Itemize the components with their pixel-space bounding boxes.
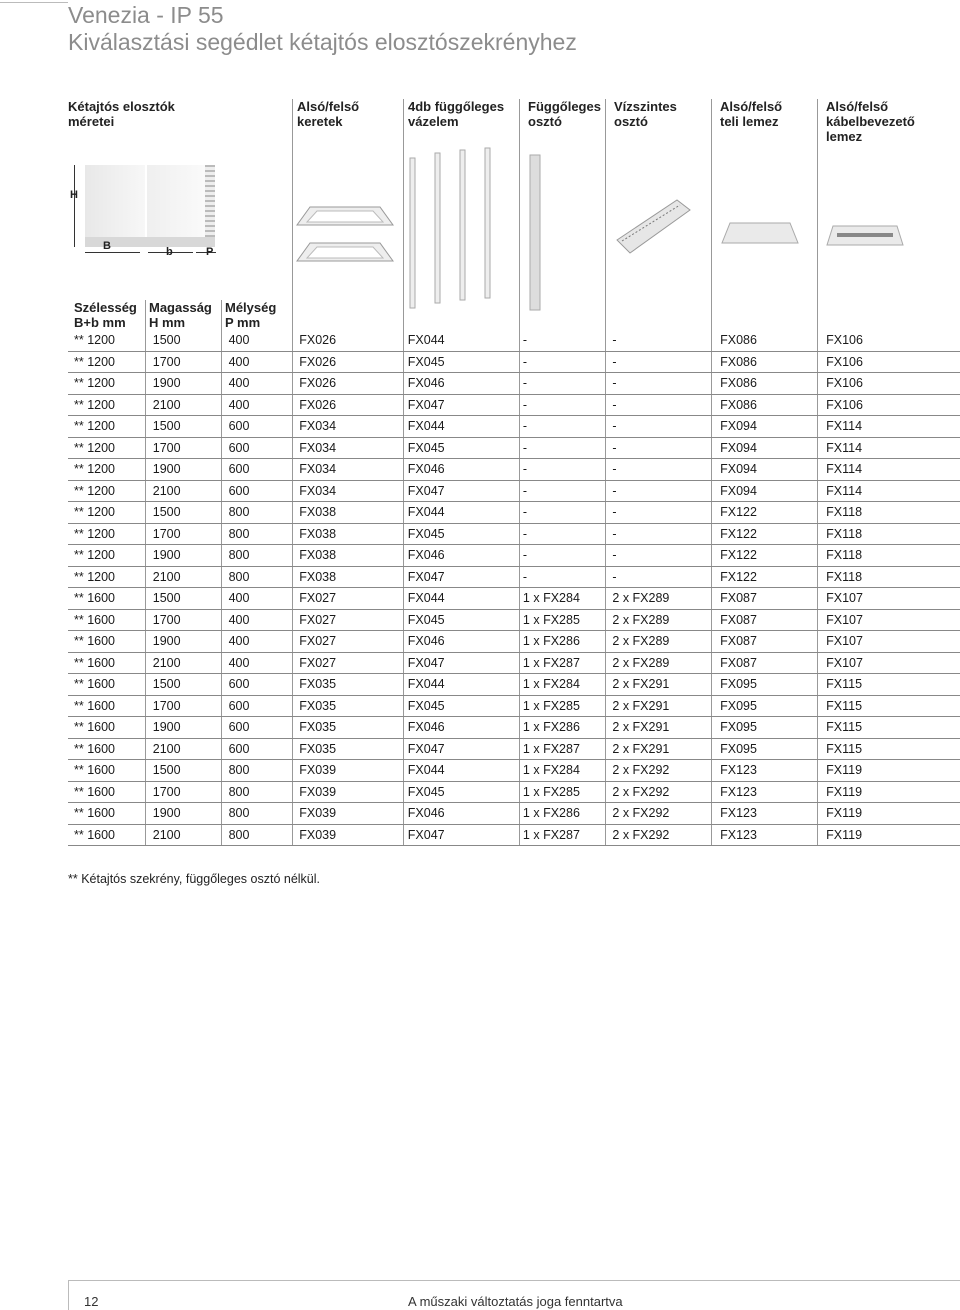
title-line-1: Venezia - IP 55 (68, 2, 224, 28)
table-cell: 2 x FX291 (606, 717, 714, 739)
table-cell: FX115 (820, 674, 960, 696)
table-cell: ** 1600 (68, 695, 149, 717)
table-cell: 2100 (149, 394, 225, 416)
table-row (68, 351, 960, 373)
table-row (68, 803, 960, 825)
table-cell: - (606, 416, 714, 438)
table-cell: 1 x FX284 (517, 760, 606, 782)
table-cell: 1500 (149, 416, 225, 438)
table-cell: FX034 (295, 480, 404, 502)
table-cell: 2 x FX292 (606, 760, 714, 782)
table-cell: FX087 (714, 631, 820, 653)
table-cell: FX094 (714, 416, 820, 438)
table-cell: - (517, 566, 606, 588)
height-label: H (70, 189, 78, 201)
depth-label: P (206, 246, 214, 258)
table-cell: FX122 (714, 502, 820, 524)
table-cell: FX087 (714, 652, 820, 674)
width-dimension-line (85, 252, 140, 253)
table-cell: FX047 (404, 480, 517, 502)
table-cell: FX034 (295, 459, 404, 481)
table-cell: FX027 (295, 652, 404, 674)
table-cell: FX046 (404, 373, 517, 395)
table-cell: 1500 (149, 760, 225, 782)
table-row (68, 609, 960, 631)
table-cell: 1 x FX286 (517, 717, 606, 739)
table-cell: FX106 (820, 394, 960, 416)
table-cell: 800 (225, 502, 296, 524)
table-cell: 1500 (149, 502, 225, 524)
header-dimensions: Kétajtós elosztók méretei (68, 99, 175, 129)
table-cell: 1 x FX285 (517, 695, 606, 717)
table-cell: FX035 (295, 695, 404, 717)
table-cell: FX087 (714, 609, 820, 631)
table-cell: - (606, 523, 714, 545)
table-cell: FX086 (714, 373, 820, 395)
table-cell: 2 x FX292 (606, 824, 714, 846)
table-row (68, 631, 960, 653)
table-cell: FX045 (404, 351, 517, 373)
table-cell: - (517, 330, 606, 351)
table-cell: FX027 (295, 588, 404, 610)
table-cell: 600 (225, 674, 296, 696)
table-cell: FX047 (404, 394, 517, 416)
table-cell: 1700 (149, 437, 225, 459)
table-row (68, 416, 960, 438)
table-cell: ** 1200 (68, 416, 149, 438)
table-cell: FX106 (820, 373, 960, 395)
table-cell: ** 1600 (68, 824, 149, 846)
table-cell: FX119 (820, 824, 960, 846)
selection-table (68, 330, 960, 846)
table-cell: FX107 (820, 631, 960, 653)
table-cell: 600 (225, 695, 296, 717)
table-cell: FX119 (820, 803, 960, 825)
table-cell: 1900 (149, 631, 225, 653)
table-cell: FX045 (404, 609, 517, 631)
col-head-width: Szélesség B+b mm (74, 300, 137, 330)
table-cell: FX107 (820, 609, 960, 631)
table-cell: FX027 (295, 631, 404, 653)
header-vertical-profiles: 4db függőleges vázelem (408, 99, 505, 129)
horizontal-divider-image (612, 195, 692, 260)
table-row (68, 738, 960, 760)
table-cell: FX115 (820, 738, 960, 760)
table-cell: FX046 (404, 717, 517, 739)
table-cell: 2 x FX289 (606, 652, 714, 674)
table-cell: ** 1600 (68, 631, 149, 653)
table-cell: ** 1200 (68, 394, 149, 416)
table-cell: 1700 (149, 351, 225, 373)
table-cell: FX035 (295, 674, 404, 696)
table-cell: - (517, 373, 606, 395)
table-row (68, 459, 960, 481)
table-cell: FX045 (404, 781, 517, 803)
table-cell: FX086 (714, 330, 820, 351)
table-cell: FX038 (295, 523, 404, 545)
table-cell: FX038 (295, 545, 404, 567)
table-cell: ** 1200 (68, 566, 149, 588)
table-cell: FX044 (404, 416, 517, 438)
header-vertical-divider: Függőleges osztó (528, 99, 601, 129)
header-solid-plate: Alsó/felső teli lemez (720, 99, 783, 129)
table-cell: 800 (225, 566, 296, 588)
table-cell: 2100 (149, 566, 225, 588)
table-cell: 2 x FX292 (606, 803, 714, 825)
header-horizontal-divider: Vízszintes osztó (614, 99, 677, 129)
solid-plate-image (720, 218, 800, 253)
table-cell: FX026 (295, 351, 404, 373)
table-cell: ** 1200 (68, 545, 149, 567)
table-cell: FX035 (295, 717, 404, 739)
table-cell: 800 (225, 545, 296, 567)
table-row (68, 502, 960, 524)
width-label-b-big: B (103, 240, 111, 252)
table-row (68, 373, 960, 395)
table-cell: 1 x FX287 (517, 738, 606, 760)
table-cell: FX107 (820, 652, 960, 674)
table-row (68, 566, 960, 588)
table-cell: 1900 (149, 803, 225, 825)
table-cell: 2100 (149, 824, 225, 846)
table-cell: - (517, 394, 606, 416)
table-cell: - (517, 502, 606, 524)
table-cell: 800 (225, 523, 296, 545)
table-cell: FX123 (714, 760, 820, 782)
table-cell: FX026 (295, 394, 404, 416)
header-cable-entry-plate: Alsó/felső kábelbevezető lemez (826, 99, 915, 144)
top-rule (0, 2, 68, 3)
table-cell: FX044 (404, 760, 517, 782)
title-line-2: Kiválasztási segédlet kétajtós elosztószekrényhez (68, 29, 577, 55)
table-row (68, 760, 960, 782)
table-cell: ** 1600 (68, 803, 149, 825)
table-cell: FX119 (820, 781, 960, 803)
table-cell: FX122 (714, 566, 820, 588)
table-cell: FX119 (820, 760, 960, 782)
table-cell: FX123 (714, 781, 820, 803)
table-cell: FX035 (295, 738, 404, 760)
table-cell: - (606, 566, 714, 588)
table-cell: FX027 (295, 609, 404, 631)
table-cell: 2100 (149, 652, 225, 674)
vertical-divider-image (526, 155, 546, 315)
table-row (68, 545, 960, 567)
table-cell: 800 (225, 824, 296, 846)
table-cell: FX114 (820, 459, 960, 481)
table-cell: FX094 (714, 437, 820, 459)
table-cell: FX034 (295, 437, 404, 459)
table-cell: 1 x FX287 (517, 652, 606, 674)
table-cell: 600 (225, 717, 296, 739)
frames-image (295, 205, 395, 270)
table-cell: 2 x FX292 (606, 781, 714, 803)
table-cell: 1500 (149, 588, 225, 610)
table-cell: 1 x FX284 (517, 588, 606, 610)
table-cell: FX047 (404, 652, 517, 674)
table-row (68, 695, 960, 717)
table-row (68, 394, 960, 416)
table-cell: - (606, 502, 714, 524)
table-cell: 1900 (149, 459, 225, 481)
height-dimension-line (74, 165, 75, 247)
table-cell: FX095 (714, 717, 820, 739)
table-cell: FX122 (714, 545, 820, 567)
table-cell: FX044 (404, 502, 517, 524)
table-cell: 1 x FX286 (517, 803, 606, 825)
table-cell: - (517, 437, 606, 459)
table-cell: ** 1600 (68, 652, 149, 674)
table-cell: FX106 (820, 330, 960, 351)
table-cell: 2 x FX291 (606, 674, 714, 696)
table-cell: FX044 (404, 330, 517, 351)
table-cell: 600 (225, 480, 296, 502)
table-cell: FX115 (820, 717, 960, 739)
table-cell: - (517, 480, 606, 502)
table-cell: ** 1200 (68, 502, 149, 524)
table-cell: ** 1600 (68, 717, 149, 739)
table-cell: FX038 (295, 566, 404, 588)
table-cell: FX039 (295, 781, 404, 803)
table-cell: FX026 (295, 330, 404, 351)
width-label-b-small: b (166, 246, 173, 258)
table-cell: FX046 (404, 545, 517, 567)
table-row (68, 437, 960, 459)
table-cell: 400 (225, 652, 296, 674)
table-cell: ** 1200 (68, 480, 149, 502)
table-cell: ** 1600 (68, 588, 149, 610)
table-cell: 2 x FX289 (606, 609, 714, 631)
table-cell: 800 (225, 803, 296, 825)
table-cell: FX039 (295, 760, 404, 782)
table-cell: FX115 (820, 695, 960, 717)
footer-tick (68, 1280, 69, 1310)
table-cell: 1700 (149, 609, 225, 631)
table-cell: 1900 (149, 373, 225, 395)
page-title (68, 2, 577, 56)
table-cell: FX114 (820, 437, 960, 459)
table-cell: - (606, 330, 714, 351)
table-cell: - (517, 523, 606, 545)
table-cell: 800 (225, 760, 296, 782)
table-cell: 600 (225, 437, 296, 459)
table-cell: FX087 (714, 588, 820, 610)
header-frames: Alsó/felső keretek (297, 99, 360, 129)
table-cell: FX047 (404, 738, 517, 760)
footer-rule (68, 1280, 960, 1281)
table-cell: FX118 (820, 545, 960, 567)
cabinet-image (85, 165, 215, 245)
table-cell: FX118 (820, 566, 960, 588)
table-row (68, 523, 960, 545)
table-cell: FX114 (820, 416, 960, 438)
table-cell: FX123 (714, 803, 820, 825)
table-cell: - (606, 373, 714, 395)
table-cell: ** 1200 (68, 523, 149, 545)
table-cell: 400 (225, 330, 296, 351)
table-cell: 1 x FX285 (517, 781, 606, 803)
table-cell: ** 1200 (68, 373, 149, 395)
table-cell: FX045 (404, 437, 517, 459)
table-cell: - (517, 416, 606, 438)
table-cell: FX046 (404, 803, 517, 825)
table-cell: 1 x FX285 (517, 609, 606, 631)
table-cell: - (517, 545, 606, 567)
table-row (68, 330, 960, 351)
table-cell: 400 (225, 394, 296, 416)
table-cell: 400 (225, 373, 296, 395)
table-cell: FX123 (714, 824, 820, 846)
table-body (68, 330, 960, 846)
col-head-height: Magasság H mm (149, 300, 212, 330)
table-cell: FX039 (295, 824, 404, 846)
table-cell: FX094 (714, 480, 820, 502)
table-cell: ** 1600 (68, 760, 149, 782)
table-cell: FX122 (714, 523, 820, 545)
legal-notice: A műszaki változtatás joga fenntartva (408, 1294, 623, 1309)
table-cell: 1500 (149, 674, 225, 696)
table-row (68, 674, 960, 696)
table-cell: 2 x FX291 (606, 695, 714, 717)
table-cell: - (606, 351, 714, 373)
table-cell: 2 x FX291 (606, 738, 714, 760)
table-cell: FX047 (404, 824, 517, 846)
table-cell: FX095 (714, 738, 820, 760)
table-cell: FX039 (295, 803, 404, 825)
cable-entry-plate-image (825, 223, 905, 253)
table-cell: 2 x FX289 (606, 631, 714, 653)
table-row (68, 652, 960, 674)
table-cell: ** 1200 (68, 459, 149, 481)
table-cell: - (606, 480, 714, 502)
table-cell: FX094 (714, 459, 820, 481)
table-cell: 1700 (149, 695, 225, 717)
table-cell: FX118 (820, 502, 960, 524)
table-cell: 2 x FX289 (606, 588, 714, 610)
table-cell: FX107 (820, 588, 960, 610)
col-head-depth: Mélység P mm (225, 300, 277, 330)
table-cell: - (517, 351, 606, 373)
table-cell: 1900 (149, 717, 225, 739)
table-cell: FX114 (820, 480, 960, 502)
table-row (68, 824, 960, 846)
table-cell: ** 1600 (68, 609, 149, 631)
table-cell: ** 1600 (68, 781, 149, 803)
table-cell: FX038 (295, 502, 404, 524)
vertical-profiles-image (405, 148, 515, 308)
table-cell: 1500 (149, 330, 225, 351)
table-cell: 600 (225, 459, 296, 481)
table-cell: FX026 (295, 373, 404, 395)
table-row (68, 480, 960, 502)
table-cell: FX086 (714, 394, 820, 416)
table-cell: FX044 (404, 588, 517, 610)
table-cell: 800 (225, 781, 296, 803)
table-cell: 400 (225, 351, 296, 373)
table-cell: 1700 (149, 523, 225, 545)
table-cell: 600 (225, 738, 296, 760)
table-cell: ** 1200 (68, 351, 149, 373)
table-cell: 2100 (149, 480, 225, 502)
table-cell: FX044 (404, 674, 517, 696)
table-cell: FX118 (820, 523, 960, 545)
table-cell: - (517, 459, 606, 481)
table-cell: 400 (225, 609, 296, 631)
table-cell: - (606, 459, 714, 481)
table-cell: 400 (225, 631, 296, 653)
table-cell: FX047 (404, 566, 517, 588)
table-cell: FX095 (714, 674, 820, 696)
table-cell: FX095 (714, 695, 820, 717)
table-cell: - (606, 394, 714, 416)
table-row (68, 717, 960, 739)
table-cell: FX106 (820, 351, 960, 373)
table-cell: ** 1600 (68, 738, 149, 760)
table-cell: 600 (225, 416, 296, 438)
table-cell: 2100 (149, 738, 225, 760)
table-cell: 1700 (149, 781, 225, 803)
table-cell: 400 (225, 588, 296, 610)
table-cell: FX046 (404, 459, 517, 481)
table-cell: FX045 (404, 523, 517, 545)
page-number: 12 (84, 1294, 99, 1309)
table-cell: FX045 (404, 695, 517, 717)
table-cell: 1 x FX287 (517, 824, 606, 846)
footnote: ** Kétajtós szekrény, függőleges osztó nélkül. (68, 872, 320, 886)
table-row (68, 588, 960, 610)
table-cell: FX034 (295, 416, 404, 438)
table-cell: 1 x FX284 (517, 674, 606, 696)
table-cell: 1 x FX286 (517, 631, 606, 653)
table-cell: - (606, 545, 714, 567)
table-cell: FX046 (404, 631, 517, 653)
table-cell: - (606, 437, 714, 459)
table-cell: ** 1200 (68, 437, 149, 459)
table-cell: ** 1200 (68, 330, 149, 351)
table-row (68, 781, 960, 803)
table-cell: ** 1600 (68, 674, 149, 696)
table-cell: FX086 (714, 351, 820, 373)
table-cell: 1900 (149, 545, 225, 567)
